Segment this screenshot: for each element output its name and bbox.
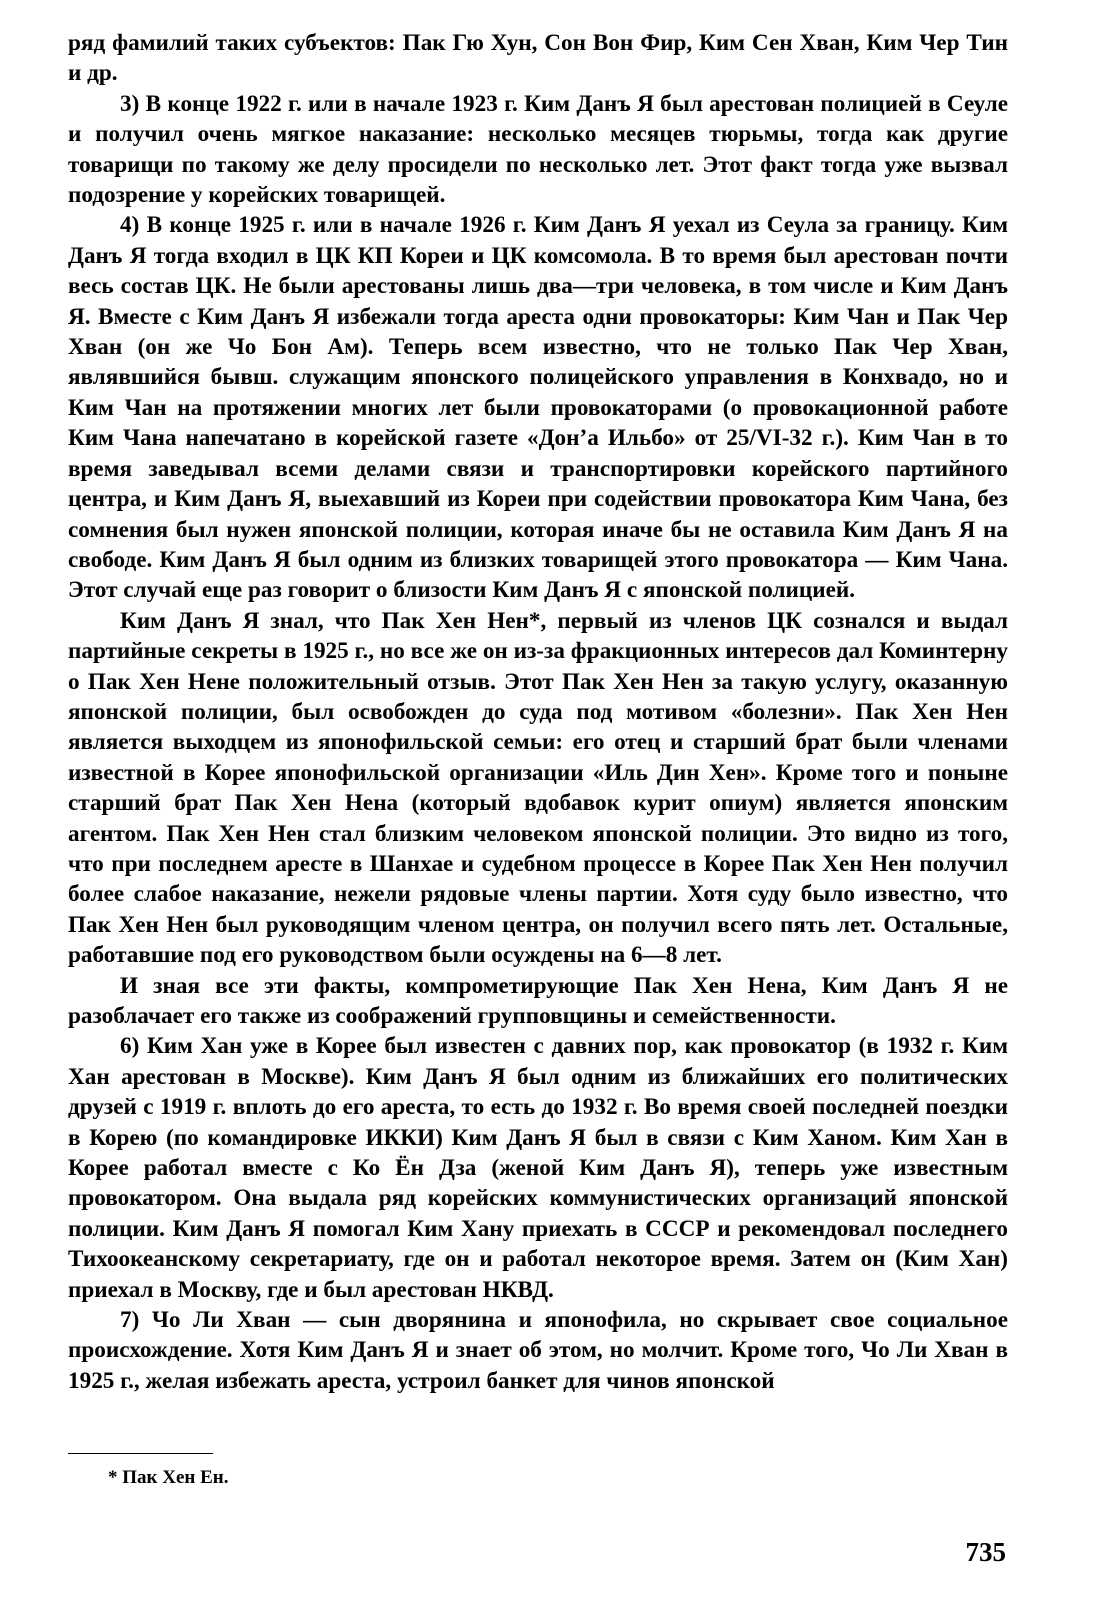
- paragraph-item-3: 3) В конце 1922 г. или в начале 1923 г. Ким Данъ Я был арестован полицией в Сеуле и получил очень мягкое наказание: несколько месяцев тюрьмы, тогда как другие товарищи по такому же делу просидели по несколько лет. Этот факт тогда уже вызвал подозрение у корейских товарищей.: [68, 90, 1008, 209]
- paragraph-item-7: 7) Чо Ли Хван — сын дворянина и японофила, но скрывает свое социальное происхождение. Хотя Ким Данъ Я и знает об этом, но молчит. Кроме того, Чо Ли Хван в 1925 г., желая избежать ареста, устроил банкет для чинов японской: [68, 1307, 1008, 1394]
- paragraph-item-4: 4) В конце 1925 г. или в начале 1926 г. Ким Данъ Я уехал из Сеула за границу. Ким Данъ Я тогда входил в ЦК КП Кореи и ЦК комсомола. В то время был арестован почти весь состав ЦК. Не были арестованы лишь два—три человека, в том числе и Ким Данъ Я. Вместе с Ким Данъ Я избежали тогда ареста одни провокаторы: Ким Чан и Пак Чер Хван (он же Чо Бон Ам). Теперь всем известно, что не только Пак Чер Хван, являвшийся бывш. служащим японского полицейского управления в Конхвадо, но и Ким Чан на протяжении многих лет были провокаторами (о провокационной работе Ким Чана напечатано в корейской газете «Дон’а Ильбо» от 25/VI-32 г.). Ким Чан в то время заведывал всеми делами связи и транспортировки корейского партийного центра, и Ким Данъ Я, выехавший из Кореи при содействии провокатора Ким Чана, без сомнения был нужен японской полиции, которая иначе бы не оставила Ким Данъ Я на свободе. Ким Данъ Я был одним из близких товарищей этого провокатора — Ким Чана. Этот случай еще раз говорит о близости Ким Данъ Я с японской полицией.: [68, 212, 1008, 604]
- page-number: 735: [965, 1537, 1006, 1567]
- body-text: [68, 28, 1008, 1396]
- paragraph-pak-hen-nen: Ким Данъ Я знал, что Пак Хен Нен*, первый из членов ЦК сознался и выдал партийные секреты в 1925 г., но все же он из-за фракционных интересов дал Коминтерну о Пак Хен Нене положительный отзыв. Этот Пак Хен Нен за такую услугу, оказанную японской полиции, был освобожден до суда под мотивом «болезни». Пак Хен Нен является выходцем из японофильской семьи: его отец и старший брат были членами известной в Корее японофильской организации «Иль Дин Хен». Кроме того и поныне старший брат Пак Хен Нена (который вдобавок курит опиум) является японским агентом. Пак Хен Нен стал близким человеком японской полиции. Это видно из того, что при последнем аресте в Шанхае и судебном процессе в Корее Пак Хен Нен получил более слабое наказание, нежели рядовые члены партии. Хотя суду было известно, что Пак Хен Нен был руководящим членом центра, он получил всего пять лет. Остальные, работавшие под его руководством были осуждены на 6—8 лет.: [68, 607, 1008, 969]
- paragraph-facts: И зная все эти факты, компрометирующие Пак Хен Нена, Ким Данъ Я не разоблачает его также из соображений групповщины и семейственности.: [68, 972, 1008, 1029]
- footnote: * Пак Хен Ен.: [108, 1467, 229, 1488]
- paragraph-continuation: ряд фамилий таких субъектов: Пак Гю Хун, Сон Вон Фир, Ким Сен Хван, Ким Чер Тин и др.: [68, 30, 1008, 87]
- paragraph-item-6: 6) Ким Хан уже в Корее был известен с давних пор, как провокатор (в 1932 г. Ким Хан арестован в Москве). Ким Данъ Я был одним из ближайших его политических друзей с 1919 г. вплоть до его ареста, то есть до 1932 г. Во время своей последней поездки в Корею (по командировке ИККИ) Ким Данъ Я был в связи с Ким Ханом. Ким Хан в Корее работал вместе с Ко Ён Дза (женой Ким Данъ Я), теперь уже известным провокатором. Она выдала ряд корейских коммунистических организаций японской полиции. Ким Данъ Я помогал Ким Хану приехать в СССР и рекомендовал последнего Тихоокеанскому секретариату, где он и работал некоторое время. Затем он (Ким Хан) приехал в Москву, где и был арестован НКВД.: [68, 1033, 1008, 1303]
- footnote-divider: [68, 1453, 213, 1454]
